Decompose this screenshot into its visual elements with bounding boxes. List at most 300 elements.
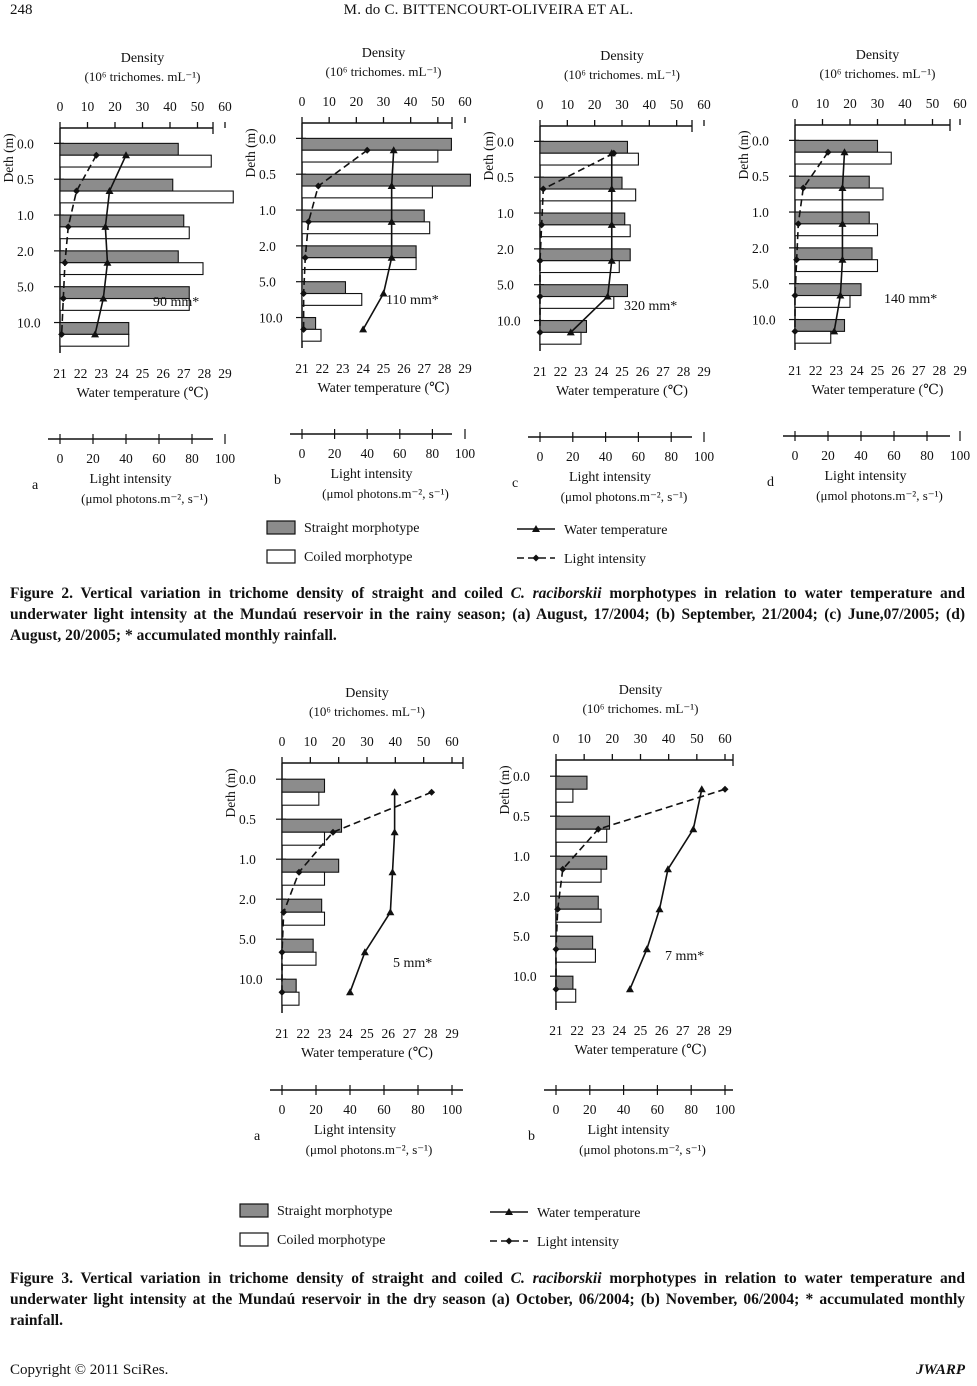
fig2-panel-a-light-tick-40: 40 (119, 451, 133, 466)
fig2-panel-c-temp-tick-25: 25 (615, 364, 629, 379)
fig2-panel-a-density-tick-0: 0 (56, 99, 64, 114)
fig2-panel-c-density-tick-50: 50 (669, 97, 684, 112)
fig3-panel-b-straight-bar-1 (556, 816, 610, 829)
fig3-panel-a-straight-bar-0 (282, 779, 325, 792)
fig2-panel-d-straight-bar-4 (795, 284, 861, 296)
fig2-panel-c-density-tick-10: 10 (560, 97, 575, 112)
fig2-panel-a-temp-tick-26: 26 (156, 366, 170, 381)
fig2-panel-b-depth-tick-2: 1.0 (259, 203, 276, 219)
fig3-panel-a-panel-letter: a (254, 1129, 261, 1144)
fig2-panel-d-light-tick-40: 40 (854, 448, 868, 463)
fig2-panel-c-straight-bar-3 (540, 249, 630, 261)
figure-3-caption-text-1: Vertical variation in trichome density of straight and coiled (73, 1270, 511, 1287)
fig3-panel-b-density-tick-20: 20 (605, 731, 620, 746)
fig2-panel-d-temp-tick-22: 22 (808, 363, 823, 378)
fig3-panel-b-temp-tick-25: 25 (633, 1023, 648, 1038)
fig2-panel-c-temp-tick-27: 27 (656, 364, 670, 379)
fig2-panel-d-straight-bar-3 (795, 248, 872, 260)
fig2-panel-a-light-tick-80: 80 (185, 451, 199, 466)
fig3-panel-b-depth-tick-1: 0.5 (513, 809, 530, 825)
fig2-panel-a (1, 51, 235, 506)
fig2-panel-d-temp-tick-28: 28 (932, 363, 947, 378)
fig2-panel-d-light-label: Light intensity (824, 469, 907, 484)
fig2-panel-a-density-label: Density (120, 51, 165, 66)
fig3-panel-b-temperature-point-4 (643, 945, 651, 952)
fig3-panel-b-light-label: Light intensity (587, 1123, 670, 1138)
fig2-panel-c-depth-label: Deth (m) (481, 131, 496, 181)
fig3-panel-b-light-tick-20: 20 (583, 1102, 597, 1117)
fig2-panel-c-panel-letter: c (512, 476, 519, 491)
fig2-panel-b-light-units: (μmol photons.m⁻², s⁻¹) (322, 486, 449, 501)
fig2-panel-b-light-tick-40: 40 (360, 446, 374, 461)
fig2-panel-b-straight-bar-2 (302, 210, 424, 222)
fig2-panel-d-temp-tick-26: 26 (891, 363, 905, 378)
figure-2-caption-text-1: Vertical variation in trichome density of straight and coiled (73, 585, 511, 602)
fig2-panel-b-density-tick-40: 40 (403, 94, 418, 109)
fig3-panel-a-light-label: Light intensity (313, 1123, 397, 1138)
fig2-panel-c-depth-tick-0: 0.0 (497, 134, 514, 150)
fig3-panel-b-density-tick-40: 40 (661, 731, 676, 746)
fig2-panel-d-density-units: (10⁶ trichomes. mL⁻¹) (819, 66, 936, 81)
fig2-panel-d-depth-tick-2: 1.0 (752, 205, 769, 221)
fig2-panel-a-light-label: Light intensity (89, 472, 172, 487)
fig3-panel-b-temp-tick-22: 22 (570, 1023, 584, 1038)
fig2-panel-c-temp-label: Water temperature (℃) (556, 384, 688, 399)
fig2-panel-d-density-tick-20: 20 (843, 96, 857, 111)
fig3-panel-a-temp-tick-28: 28 (424, 1026, 438, 1041)
fig2-panel-b (243, 46, 475, 501)
fig2-panel-d-density-tick-50: 50 (925, 96, 940, 111)
fig2-panel-d-density-tick-40: 40 (898, 96, 912, 111)
fig3-panel-a-density-tick-20: 20 (331, 734, 346, 749)
fig2-panel-b-temp-tick-27: 27 (417, 361, 431, 376)
fig2-panel-a-temp-tick-29: 29 (218, 366, 232, 381)
fig2-panel-d-light-tick-0: 0 (791, 448, 799, 463)
figure-2-caption (10, 583, 965, 646)
fig2-panel-d-density-label: Density (855, 48, 900, 63)
fig3-panel-b-depth-tick-5: 10.0 (513, 969, 537, 985)
fig3-panel-b-temp-tick-24: 24 (612, 1023, 627, 1038)
fig3-panel-b-light-tick-0: 0 (552, 1102, 560, 1117)
fig2-panel-c-light-tick-0: 0 (536, 449, 544, 464)
fig2-panel-c-coiled-bar-5 (540, 332, 581, 344)
fig2-panel-a-temp-tick-28: 28 (197, 366, 212, 381)
fig2-panel-a-coiled-bar-3 (60, 263, 203, 275)
fig2-panel-d-density-tick-30: 30 (870, 96, 885, 111)
fig3-panel-a-depth-tick-5: 10.0 (239, 972, 263, 988)
fig2-panel-b-temp-tick-22: 22 (315, 361, 330, 376)
fig3-panel-a-light-point-0 (428, 789, 435, 796)
fig2-panel-c-density-units: (10⁶ trichomes. mL⁻¹) (563, 67, 681, 82)
fig3-panel-a-temp-label: Water temperature (℃) (301, 1046, 433, 1061)
fig2-panel-b-straight-bar-4 (302, 282, 345, 294)
fig2-panel-c-light-tick-80: 80 (664, 449, 678, 464)
fig2-panel-a-density-tick-40: 40 (163, 99, 177, 114)
fig2-panel-d-coiled-bar-2 (795, 224, 878, 236)
fig3-panel-b-density-tick-0: 0 (552, 731, 560, 746)
fig3-panel-b-light-tick-60: 60 (650, 1102, 665, 1117)
fig2-panel-a-light-units: (μmol photons.m⁻², s⁻¹) (81, 491, 208, 506)
fig2-panel-a-density-tick-60: 60 (218, 99, 232, 114)
fig3-panel-a-depth-tick-3: 2.0 (239, 892, 256, 908)
fig3-panel-a-temp-tick-22: 22 (296, 1026, 310, 1041)
fig2-panel-b-density-tick-0: 0 (298, 94, 306, 109)
fig3-panel-b-straight-bar-5 (556, 976, 573, 989)
fig3-panel-b-depth-tick-0: 0.0 (513, 769, 530, 785)
fig3-panel-b-temperature-point-0 (698, 785, 706, 792)
fig2-panel-d-light-tick-80: 80 (920, 448, 934, 463)
fig2-panel-d-depth-label: Deth (m) (736, 130, 751, 180)
fig2-panel-c-coiled-bar-4 (540, 297, 614, 309)
fig2-legend-coiled-swatch (267, 550, 295, 563)
fig2-panel-d-depth-tick-0: 0.0 (752, 133, 769, 149)
fig3-panel-a-depth-tick-2: 1.0 (239, 852, 256, 868)
fig2-panel-b-depth-tick-0: 0.0 (259, 131, 276, 147)
fig2-panel-a-light-tick-0: 0 (56, 451, 64, 466)
fig2-panel-b-density-tick-10: 10 (322, 94, 336, 109)
fig3-panel-a-coiled-bar-3 (282, 912, 325, 925)
fig2-panel-c-coiled-bar-0 (540, 153, 638, 165)
fig2-panel-a-light-tick-20: 20 (86, 451, 100, 466)
fig3-panel-a-light-tick-80: 80 (411, 1102, 425, 1117)
fig3-panel-a-temp-tick-23: 23 (317, 1026, 332, 1041)
fig2-panel-d-straight-bar-1 (795, 176, 869, 188)
fig3-panel-b-density-tick-50: 50 (690, 731, 704, 746)
fig2-panel-d-depth-tick-3: 2.0 (752, 240, 769, 256)
fig2-panel-b-coiled-bar-0 (302, 150, 438, 162)
fig3-panel-a-light-tick-0: 0 (278, 1102, 286, 1117)
fig3-panel-b-light-tick-80: 80 (684, 1102, 698, 1117)
fig2-panel-d-light-tick-60: 60 (887, 448, 901, 463)
fig2-panel-c-temp-tick-28: 28 (676, 364, 691, 379)
fig3-panel-b-density-tick-30: 30 (633, 731, 648, 746)
fig3-panel-a-depth-tick-1: 0.5 (239, 812, 256, 828)
fig3-panel-b-light-point-0 (722, 786, 729, 793)
fig2-panel-a-depth-tick-4: 5.0 (17, 279, 34, 295)
fig2-panel-d-depth-tick-5: 10.0 (752, 312, 776, 328)
fig2-panel-c-depth-tick-4: 5.0 (497, 277, 514, 293)
fig3-panel-b-straight-bar-3 (556, 896, 598, 909)
fig2-panel-a-straight-bar-2 (60, 215, 184, 227)
fig3-panel-a-temp-tick-21: 21 (275, 1026, 289, 1041)
fig3-panel-a-temperature-point-2 (389, 868, 397, 875)
fig3-panel-b-temp-tick-29: 29 (718, 1023, 732, 1038)
fig2-panel-d-temp-label: Water temperature (℃) (811, 383, 944, 398)
fig2-panel-a-temp-tick-22: 22 (73, 366, 88, 381)
fig2-panel-a-depth-label: Deth (m) (1, 133, 16, 183)
fig3-panel-b-straight-bar-4 (556, 936, 593, 949)
fig3-legend-light-label: Light intensity (537, 1235, 620, 1250)
fig2-panel-b-temp-tick-24: 24 (356, 361, 370, 376)
fig3-panel-b-temp-label: Water temperature (℃) (574, 1043, 707, 1058)
running-head: M. do C. BITTENCOURT-OLIVEIRA ET AL. (343, 2, 634, 18)
fig3-panel-b-coiled-bar-0 (556, 789, 573, 802)
fig2-panel-a-temp-tick-21: 21 (53, 366, 67, 381)
fig2-panel-b-depth-tick-4: 5.0 (259, 274, 276, 290)
fig2-panel-b-light-tick-20: 20 (327, 446, 342, 461)
fig3-panel-b-light-units: (μmol photons.m⁻², s⁻¹) (579, 1142, 706, 1157)
fig2-panel-d-temp-tick-24: 24 (850, 363, 864, 378)
fig2-panel-c-temp-tick-21: 21 (533, 364, 547, 379)
fig2-panel-b-light-tick-100: 100 (454, 446, 476, 461)
fig2-legend (267, 521, 667, 567)
fig3-panel-a-temp-tick-29: 29 (445, 1026, 459, 1041)
fig3-panel-a-density-tick-60: 60 (445, 734, 459, 749)
fig2-panel-d-coiled-bar-3 (795, 260, 878, 272)
fig2-panel-d-depth-tick-4: 5.0 (752, 276, 769, 292)
fig2-panel-d-straight-bar-2 (795, 212, 869, 224)
fig2-panel-a-temp-tick-25: 25 (135, 366, 150, 381)
fig2-panel-d-density-tick-0: 0 (791, 96, 799, 111)
fig2-panel-c-light-units: (μmol photons.m⁻², s⁻¹) (560, 489, 688, 504)
fig3-panel-a-density-tick-40: 40 (388, 734, 403, 749)
fig2-panel-b-density-tick-50: 50 (431, 94, 445, 109)
fig2-panel-b-density-tick-60: 60 (458, 94, 472, 109)
fig2-panel-d-coiled-bar-1 (795, 188, 883, 200)
fig2-legend-coiled-label: Coiled morphotype (304, 550, 413, 565)
fig3-panel-b-rainfall: 7 mm* (665, 949, 705, 964)
fig2-panel-a-density-tick-10: 10 (80, 99, 95, 114)
fig3-panel-a-temperature-point-5 (346, 988, 354, 995)
fig3-panel-b-temperature-point-3 (656, 905, 664, 912)
fig2-panel-c-density-tick-0: 0 (536, 97, 544, 112)
fig3-panel-a-temperature-point-3 (386, 908, 394, 915)
fig2-panel-a-straight-bar-0 (60, 143, 178, 155)
fig3-panel-a-depth-tick-0: 0.0 (239, 772, 256, 788)
fig3-panel-b-straight-bar-0 (556, 776, 587, 789)
fig2-panel-a-depth-tick-0: 0.0 (17, 136, 34, 152)
fig2-panel-b-coiled-bar-4 (302, 294, 362, 306)
fig3-panel-b-density-label: Density (618, 683, 663, 698)
fig3-panel-b-coiled-bar-3 (556, 909, 601, 922)
fig2-panel-c-light-tick-40: 40 (598, 449, 613, 464)
figure-3 (0, 655, 977, 1260)
fig3-panel-a-temp-tick-26: 26 (381, 1026, 395, 1041)
fig3-panel-a-temperature-point-1 (391, 828, 399, 835)
fig2-panel-d-temp-tick-21: 21 (788, 363, 802, 378)
fig2-panel-b-depth-tick-1: 0.5 (259, 167, 276, 183)
figure-3-caption (10, 1268, 965, 1331)
fig3-panel-b-depth-label: Deth (m) (497, 765, 512, 815)
fig3-panel-a-light-tick-100: 100 (441, 1102, 463, 1117)
fig2-panel-d-light-tick-100: 100 (949, 448, 971, 463)
fig2-panel-d-rainfall: 140 mm* (884, 292, 938, 307)
fig3-panel-a-rainfall: 5 mm* (393, 956, 433, 971)
fig3-panel-a-coiled-bar-1 (282, 832, 325, 845)
fig2-panel-d-light-tick-20: 20 (821, 448, 835, 463)
fig2-panel-a-temp-tick-24: 24 (115, 366, 129, 381)
fig3-panel-b-density-units: (10⁶ trichomes. mL⁻¹) (582, 701, 699, 716)
fig2-panel-a-coiled-bar-0 (60, 155, 211, 167)
fig2-panel-b-density-units: (10⁶ trichomes. mL⁻¹) (325, 64, 442, 79)
fig2-panel-c-depth-tick-5: 10.0 (497, 313, 521, 329)
fig3-panel-b-depth-tick-4: 5.0 (513, 929, 530, 945)
fig3-panel-a-temperature-point-0 (391, 788, 399, 795)
fig2-panel-c-temp-tick-23: 23 (574, 364, 588, 379)
figure-2-caption-text-2: morphotypes in relation to water temperature and underwater light intensity at the Mundaú reservoir in the rainy season; (a) August, 17/2004; (b) September, 21/2004; (c) June,07/2005; (d) August, 20/2005; * accumulated monthly rainfall. (10, 585, 966, 644)
fig3-panel-a-light-units: (μmol photons.m⁻², s⁻¹) (305, 1142, 433, 1157)
fig3-legend-temp-label: Water temperature (537, 1206, 641, 1221)
fig2-panel-b-light-tick-80: 80 (425, 446, 440, 461)
fig2-panel-a-coiled-bar-1 (60, 191, 233, 203)
fig2-panel-c-light-tick-20: 20 (566, 449, 580, 464)
fig2-panel-b-coiled-bar-2 (302, 222, 430, 234)
footer-journal: JWARP (916, 1362, 965, 1378)
fig2-panel-a-straight-bar-3 (60, 251, 178, 263)
fig2-panel-b-temp-tick-28: 28 (437, 361, 452, 376)
fig2-panel-c-depth-tick-2: 1.0 (497, 206, 514, 222)
page-number: 248 (10, 2, 33, 18)
fig2-panel-c-density-tick-20: 20 (587, 97, 602, 112)
fig2-panel-d-density-tick-10: 10 (815, 96, 830, 111)
fig3-legend-coiled-label: Coiled morphotype (277, 1233, 386, 1248)
fig3-panel-a-straight-bar-4 (282, 939, 313, 952)
fig2-panel-b-light-tick-60: 60 (393, 446, 407, 461)
fig2-panel-c-coiled-bar-2 (540, 225, 630, 237)
fig2-panel-c-straight-bar-5 (540, 321, 586, 333)
fig3-legend-straight-label: Straight morphotype (277, 1204, 393, 1219)
fig2-panel-d-temp-tick-29: 29 (953, 363, 967, 378)
fig2-panel-b-light-label: Light intensity (330, 467, 413, 482)
figure-3-caption-text-2: morphotypes in relation to water temperature and underwater light intensity at the Mundaú reservoir in the dry season (a) October, 06/2004; (b) November, 06/2004; * accumulated monthly rainfall. (10, 1270, 966, 1329)
fig2-panel-b-depth-tick-3: 2.0 (259, 238, 276, 254)
fig2-panel-c-depth-tick-3: 2.0 (497, 241, 514, 257)
fig3-panel-a-coiled-bar-4 (282, 952, 316, 965)
fig2-panel-c-temp-tick-26: 26 (635, 364, 650, 379)
figure-2-species: C. raciborskii (510, 585, 602, 602)
fig2-panel-c-temp-tick-22: 22 (553, 364, 568, 379)
fig3-panel-a-density-tick-50: 50 (416, 734, 431, 749)
fig2-panel-b-light-tick-0: 0 (298, 446, 306, 461)
fig2-panel-a-depth-tick-1: 0.5 (17, 172, 34, 188)
fig3-legend-coiled-swatch (240, 1233, 268, 1246)
fig3-panel-a-coiled-bar-5 (282, 992, 299, 1005)
fig3-panel-b-temp-tick-23: 23 (591, 1023, 605, 1038)
fig2-panel-c-light-tick-60: 60 (631, 449, 646, 464)
fig2-panel-c-depth-tick-1: 0.5 (497, 170, 514, 186)
fig2-legend-straight-label: Straight morphotype (304, 521, 420, 536)
fig3-panel-b-depth-tick-3: 2.0 (513, 889, 530, 905)
fig2-panel-c-rainfall: 320 mm* (624, 299, 678, 314)
fig2-legend-light-label: Light intensity (564, 552, 647, 567)
fig2-panel-b-panel-letter: b (274, 473, 281, 488)
fig2-panel-b-straight-bar-0 (302, 138, 451, 150)
fig2-legend-temp-label: Water temperature (564, 523, 668, 538)
fig3-panel-b-density-tick-60: 60 (718, 731, 732, 746)
fig2-panel-a-temp-tick-27: 27 (177, 366, 191, 381)
fig3-panel-a-depth-tick-4: 5.0 (239, 932, 256, 948)
fig3-panel-b-temp-tick-26: 26 (654, 1023, 669, 1038)
fig2-panel-a-density-tick-20: 20 (108, 99, 122, 114)
fig2-panel-b-temp-tick-26: 26 (397, 361, 411, 376)
fig2-panel-c-straight-bar-4 (540, 285, 627, 297)
fig3-panel-b-light-tick-100: 100 (714, 1102, 736, 1117)
fig2-panel-d-straight-bar-5 (795, 320, 845, 332)
fig3-panel-a-light-tick-20: 20 (309, 1102, 323, 1117)
fig2-panel-b-coiled-bar-1 (302, 186, 432, 198)
fig2-panel-d (736, 48, 970, 503)
fig2-panel-c-density-tick-60: 60 (697, 97, 711, 112)
fig3-panel-b-temperature-point-1 (689, 825, 697, 832)
fig2-panel-a-temp-tick-23: 23 (94, 366, 108, 381)
fig2-panel-c-light-tick-100: 100 (693, 449, 715, 464)
fig2-panel-a-coiled-bar-2 (60, 227, 189, 239)
fig2-panel-a-density-units: (10⁶ trichomes. mL⁻¹) (84, 69, 201, 84)
fig2-panel-d-straight-bar-0 (795, 140, 878, 152)
fig2-panel-a-depth-tick-3: 2.0 (17, 243, 34, 259)
fig2-panel-b-density-tick-20: 20 (349, 94, 364, 109)
fig3-panel-a-coiled-bar-0 (282, 792, 319, 805)
fig2-panel-a-depth-tick-5: 10.0 (17, 315, 41, 331)
fig3-panel-b-temp-tick-28: 28 (697, 1023, 711, 1038)
fig2-panel-a-temp-label: Water temperature (℃) (76, 386, 209, 401)
fig2-panel-d-temp-tick-27: 27 (912, 363, 926, 378)
fig2-panel-d-coiled-bar-5 (795, 331, 831, 343)
fig2-panel-b-density-label: Density (361, 46, 406, 61)
fig2-panel-a-light-tick-100: 100 (214, 451, 236, 466)
fig2-panel-d-temp-tick-25: 25 (870, 363, 885, 378)
fig2-panel-d-light-units: (μmol photons.m⁻², s⁻¹) (816, 488, 943, 503)
fig3-panel-b-coiled-bar-4 (556, 949, 595, 962)
fig2-panel-b-temp-tick-21: 21 (295, 361, 309, 376)
fig3-panel-a-density-tick-30: 30 (360, 734, 374, 749)
fig2-panel-c-straight-bar-1 (540, 177, 622, 189)
fig3-legend (240, 1204, 640, 1250)
fig2-panel-b-temp-tick-29: 29 (458, 361, 472, 376)
fig3-panel-a-density-units: (10⁶ trichomes. mL⁻¹) (308, 704, 426, 719)
fig3-panel-a-depth-label: Deth (m) (223, 768, 238, 818)
fig2-panel-c-coiled-bar-3 (540, 261, 619, 273)
fig2-panel-b-density-tick-30: 30 (376, 94, 391, 109)
fig3-panel-a-straight-bar-5 (282, 979, 296, 992)
fig3-legend-straight-swatch (240, 1204, 268, 1217)
fig2-panel-a-depth-tick-2: 1.0 (17, 208, 34, 224)
fig3-panel-a-density-tick-0: 0 (278, 734, 286, 749)
fig3-legend-light-marker (506, 1238, 513, 1245)
fig2-legend-light-marker (533, 555, 540, 562)
fig2-panel-b-rainfall: 110 mm* (386, 293, 439, 308)
fig3-panel-a-density-label: Density (345, 686, 389, 701)
fig2-panel-c (481, 49, 714, 504)
fig3-panel-b-temp-tick-27: 27 (676, 1023, 690, 1038)
fig2-panel-c-temp-tick-24: 24 (594, 364, 609, 379)
figure-3-label: Figure 3. (10, 1270, 74, 1287)
fig3-panel-b-depth-tick-2: 1.0 (513, 849, 530, 865)
fig3-panel-a-temp-tick-25: 25 (360, 1026, 374, 1041)
fig3-panel-a-density-tick-10: 10 (303, 734, 318, 749)
fig2-legend-straight-swatch (267, 521, 295, 534)
fig2-panel-c-density-label: Density (600, 49, 644, 64)
fig2-panel-d-temp-tick-23: 23 (829, 363, 843, 378)
fig2-panel-b-temp-tick-23: 23 (336, 361, 350, 376)
figure-3-species: C. raciborskii (510, 1270, 602, 1287)
figure-2-label: Figure 2. (10, 585, 74, 602)
fig2-panel-b-depth-label: Deth (m) (243, 128, 258, 178)
fig3-panel-b-coiled-bar-5 (556, 989, 576, 1002)
fig3-panel-a-light-tick-40: 40 (343, 1102, 357, 1117)
fig2-panel-b-straight-bar-3 (302, 246, 416, 258)
fig2-panel-c-light-label: Light intensity (568, 470, 652, 485)
figure-3-chart (0, 655, 977, 1260)
fig3-panel-a-light-tick-60: 60 (377, 1102, 391, 1117)
fig2-panel-b-coiled-bar-3 (302, 258, 416, 270)
fig2-panel-a-density-tick-30: 30 (135, 99, 150, 114)
figure-2-chart (0, 30, 977, 580)
fig2-panel-a-density-tick-50: 50 (190, 99, 205, 114)
fig2-panel-a-rainfall: 90 mm* (153, 295, 200, 310)
footer-copyright: Copyright © 2011 SciRes. (10, 1362, 169, 1378)
fig3-panel-b-temp-tick-21: 21 (549, 1023, 563, 1038)
